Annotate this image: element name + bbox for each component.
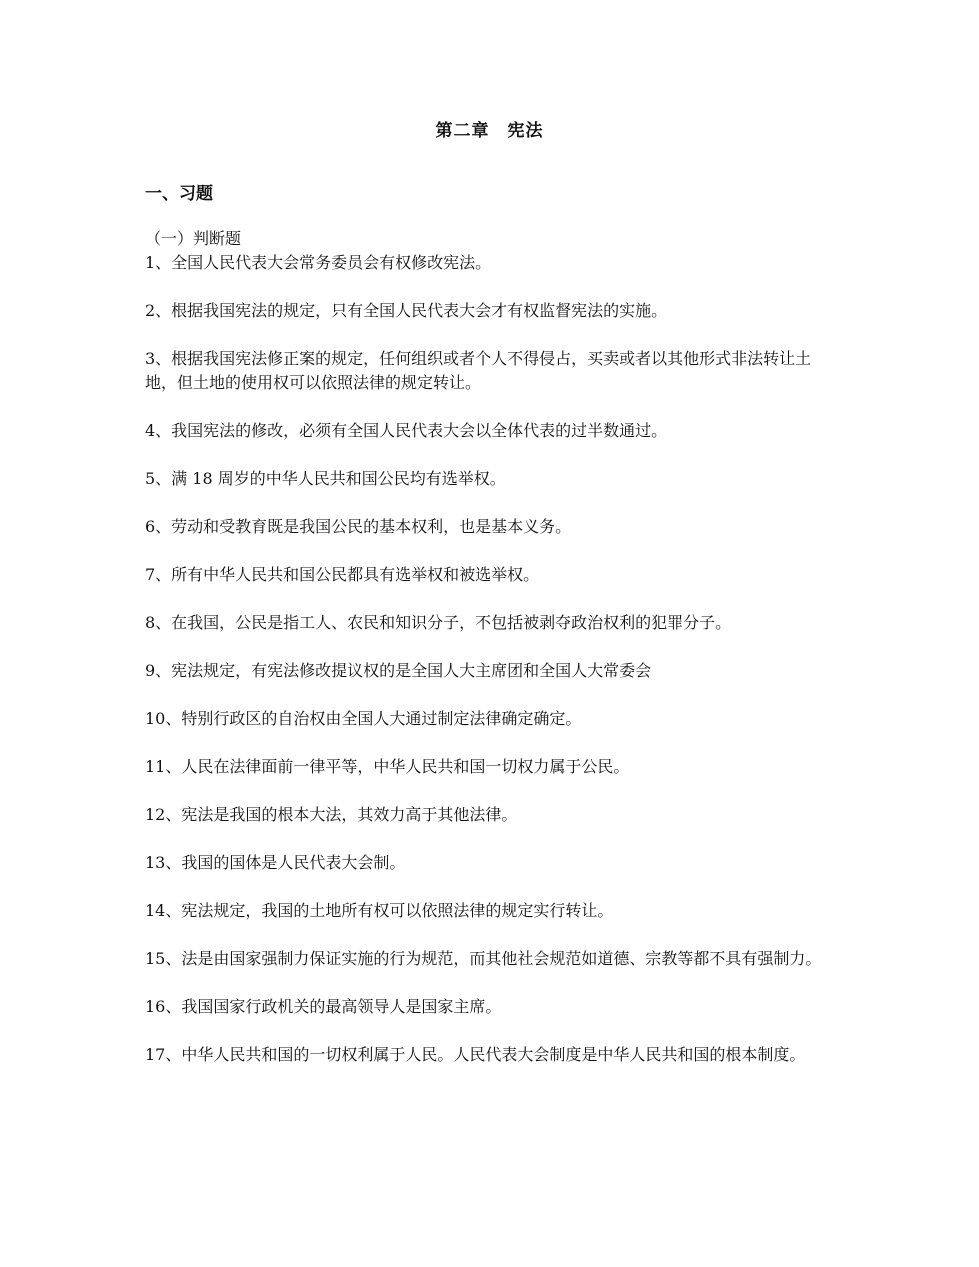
question-item: 9、宪法规定，有宪法修改提议权的是全国人大主席团和全国人大常委会 bbox=[145, 661, 652, 680]
question-item: 1、全国人民代表大会常务委员会有权修改宪法。 bbox=[145, 253, 492, 272]
question-item: 13、我国的国体是人民代表大会制。 bbox=[145, 853, 406, 872]
question-item: 4、我国宪法的修改，必须有全国人民代表大会以全体代表的过半数通过。 bbox=[145, 421, 668, 440]
question-item: 11、人民在法律面前一律平等，中华人民共和国一切权力属于公民。 bbox=[145, 757, 630, 776]
question-list bbox=[145, 251, 835, 1091]
sub-heading: （一）判断题 bbox=[145, 229, 242, 248]
question-item: 6、劳动和受教育既是我国公民的基本权利，也是基本义务。 bbox=[145, 517, 572, 536]
section-heading: 一、习题 bbox=[145, 184, 213, 204]
question-item: 14、宪法规定，我国的土地所有权可以依照法律的规定实行转让。 bbox=[145, 901, 614, 920]
question-item: 16、我国国家行政机关的最高领导人是国家主席。 bbox=[145, 997, 502, 1016]
question-item: 2、根据我国宪法的规定，只有全国人民代表大会才有权监督宪法的实施。 bbox=[145, 301, 668, 320]
question-item: 3、根据我国宪法修正案的规定，任何组织或者个人不得侵占，买卖或者以其他形式非法转让土地，但土地的使用权可以依照法律的规定转让。 bbox=[145, 349, 812, 392]
question-item: 7、所有中华人民共和国公民都具有选举权和被选举权。 bbox=[145, 565, 540, 584]
question-item: 10、特别行政区的自治权由全国人大通过制定法律确定确定。 bbox=[145, 709, 582, 728]
question-item: 5、满 18 周岁的中华人民共和国公民均有选举权。 bbox=[145, 469, 506, 488]
question-item: 12、宪法是我国的根本大法，其效力高于其他法律。 bbox=[145, 805, 518, 824]
question-item: 17、中华人民共和国的一切权利属于人民。人民代表大会制度是中华人民共和国的根本制度。 bbox=[145, 1045, 806, 1064]
question-item: 8、在我国，公民是指工人、农民和知识分子，不包括被剥夺政治权利的犯罪分子。 bbox=[145, 613, 732, 632]
question-item: 15、法是由国家强制力保证实施的行为规范，而其他社会规范如道德、宗教等都不具有强制力。 bbox=[145, 949, 822, 968]
chapter-title: 第二章 宪法 bbox=[435, 121, 544, 141]
